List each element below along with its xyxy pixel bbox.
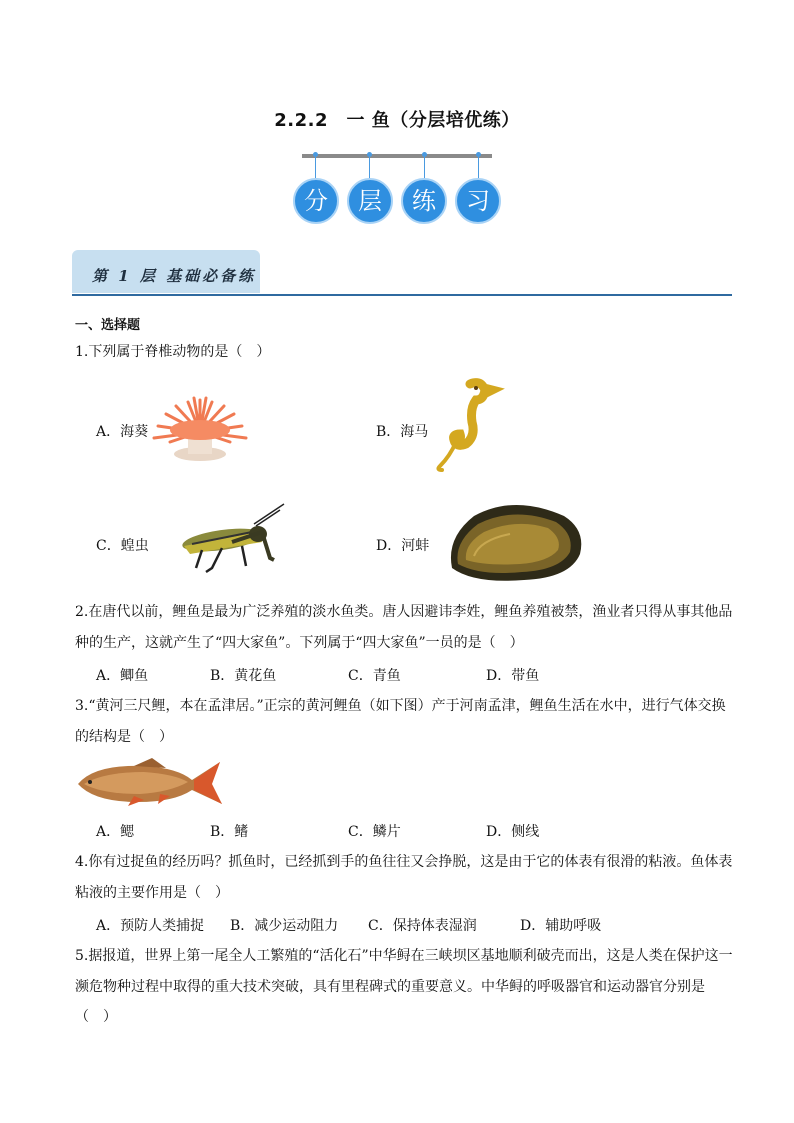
q1-option-c: C．蝗虫 [96, 538, 149, 554]
q4-option-d: D．辅助呼吸 [520, 918, 602, 934]
q1-option-d: D．河蚌 [376, 538, 430, 554]
badge-ceng: 层 [347, 178, 393, 224]
question-5-line-2: 濒危物种过程中取得的重大技术突破，具有里程碑式的重要意义。中华鲟的呼吸器官和运动器官分别是 [75, 979, 705, 995]
q2-option-a: A．鲫鱼 [96, 668, 149, 684]
question-1-stem: 1.下列属于脊椎动物的是（ ） [75, 344, 271, 360]
q3-option-d: D．侧线 [486, 824, 540, 840]
q4-option-c: C．保持体表湿润 [368, 918, 477, 934]
question-3-line-2: 的结构是（ ） [75, 729, 173, 745]
badge-fen: 分 [293, 178, 339, 224]
grasshopper-image [162, 502, 287, 577]
q4-option-a: A．预防人类捕捉 [96, 918, 205, 934]
q4-option-b: B．减少运动阻力 [230, 918, 339, 934]
question-2-line-2: 种的生产，这就产生了“四大家鱼”。下列属于“四大家鱼”一员的是（ ） [75, 635, 524, 651]
badge-xi: 习 [455, 178, 501, 224]
section-heading: 一、选择题 [75, 318, 141, 333]
tier-divider [72, 294, 732, 296]
q2-option-c: C．青鱼 [348, 668, 401, 684]
rail-string [478, 156, 479, 180]
mussel-image [444, 498, 584, 584]
tier-label: 第 1 层 基础必备练 [92, 267, 257, 285]
rail-string [369, 156, 370, 180]
q2-option-d: D．带鱼 [486, 668, 540, 684]
badge-lian: 练 [401, 178, 447, 224]
seahorse-image [432, 378, 492, 473]
question-5-line-3: （ ） [75, 1009, 117, 1025]
sea-anemone-image [150, 394, 250, 464]
rail-string [315, 156, 316, 180]
question-4-line-1: 4.你有过捉鱼的经历吗？抓鱼时，已经抓到手的鱼往往又会挣脱，这是由于它的体表有很滑的粘液。鱼体表 [75, 854, 733, 870]
question-4-line-2: 粘液的主要作用是（ ） [75, 885, 229, 901]
question-2-line-1: 2.在唐代以前，鲤鱼是最为广泛养殖的淡水鱼类。唐人因避讳李姓，鲤鱼养殖被禁，渔业者只得从事其他品 [75, 604, 733, 620]
q3-option-c: C．鳞片 [348, 824, 401, 840]
q1-option-b: B．海马 [376, 424, 429, 440]
q3-option-a: A．鳃 [96, 824, 135, 840]
page-title: 2.2.2 一 鱼（分层培优练） [274, 110, 520, 131]
q1-option-a: A．海葵 [96, 424, 149, 440]
question-3-line-1: 3.“黄河三尺鲤，本在孟津居。”正宗的黄河鲤鱼（如下图）产于河南孟津，鲤鱼生活在水中，进行气体交换 [75, 698, 726, 714]
question-5-line-1: 5.据报道，世界上第一尾全人工繁殖的“活化石”中华鲟在三峡坝区基地顺利破壳而出，这是人类在保护这一 [75, 948, 733, 964]
decorative-rail [302, 154, 492, 158]
carp-image [74, 758, 224, 806]
rail-string [424, 156, 425, 180]
q3-option-b: B．鳍 [210, 824, 249, 840]
q2-option-b: B．黄花鱼 [210, 668, 277, 684]
